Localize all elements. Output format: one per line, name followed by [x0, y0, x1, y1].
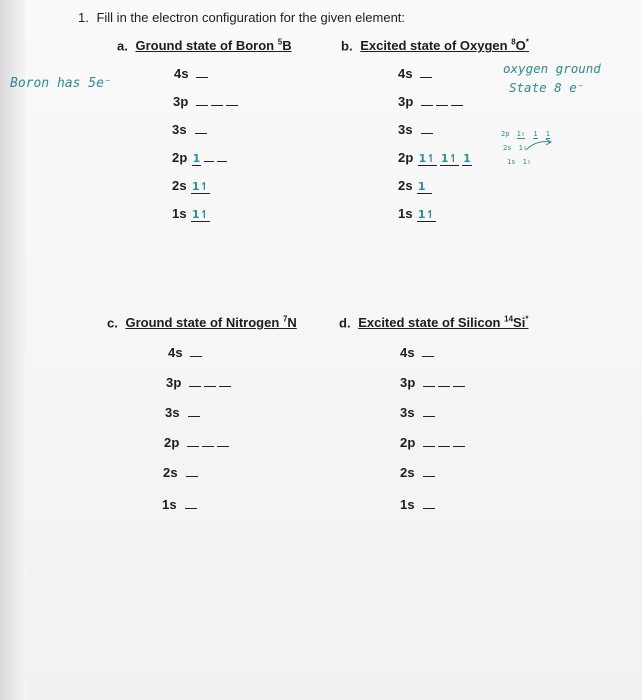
mini-diagram-2s [503, 144, 527, 152]
part-a-symbol: B [282, 38, 292, 54]
level-label: 3p [173, 94, 189, 109]
part-b-mass-number: 8 [511, 38, 516, 47]
level-label: 2p [172, 150, 188, 165]
part-b-2p [398, 150, 472, 166]
level-label: 1s [162, 497, 177, 512]
level-label: 2p [164, 435, 180, 450]
part-b-1s [398, 206, 436, 222]
part-b-2p-orbital-2: 1↿ [440, 152, 459, 165]
part-d-heading [358, 315, 528, 330]
part-c-1s [162, 497, 197, 512]
part-d-letter: d. [339, 315, 351, 331]
part-c-symbol: N [287, 315, 297, 331]
mini-2s-label: 2s [503, 144, 512, 152]
part-a-2s-orbital: 1↿ [191, 180, 210, 193]
part-a-2p-orbital-1: 1 [192, 152, 201, 165]
part-b-heading-text: Excited state of Oxygen [360, 38, 508, 54]
arrow-icon [524, 136, 554, 156]
level-label: 1s [398, 206, 413, 221]
part-c-3s [165, 405, 200, 420]
part-b-1s-orbital: 1↿ [417, 208, 436, 221]
question-number: 1. [78, 10, 89, 25]
part-a-1s-orbital: 1↿ [191, 208, 210, 221]
level-label: 2s [163, 465, 178, 480]
part-d-symbol: Si [513, 315, 526, 331]
part-a-mass-number: 5 [277, 38, 283, 47]
part-b-3s [398, 122, 433, 137]
level-label: 2p [400, 435, 416, 450]
mini-1s-label: 1s [507, 158, 516, 166]
part-c-title [107, 315, 297, 330]
page-edge-shadow [0, 0, 26, 700]
part-a-4s [174, 66, 208, 81]
level-label: 4s [174, 66, 189, 81]
part-c-heading-text: Ground state of Nitrogen [125, 315, 280, 331]
oxygen-note-line1: oxygen ground [503, 61, 601, 76]
level-label: 2p [398, 150, 414, 165]
part-a-heading-text: Ground state of Boron [135, 38, 275, 54]
part-b-letter: b. [341, 38, 353, 54]
level-label: 3s [172, 122, 187, 137]
level-label: 2s [172, 178, 187, 193]
part-c-letter: c. [107, 315, 118, 331]
part-c-2p [164, 435, 229, 450]
level-label: 4s [400, 345, 415, 360]
level-label: 3p [166, 375, 182, 390]
level-label: 3p [398, 94, 414, 109]
level-label: 1s [400, 497, 415, 512]
part-b-2s-orbital: 1 [417, 181, 432, 194]
level-label: 3p [400, 375, 416, 390]
mini-2p-orbital-1: 1↿ [516, 130, 526, 138]
part-b-title [341, 38, 529, 53]
part-a-2p [172, 150, 227, 166]
part-a-letter: a. [117, 38, 128, 54]
part-a-3p [173, 94, 238, 109]
part-d-1s [400, 497, 435, 512]
question-text: Fill in the electron configuration for the given element: [96, 10, 406, 25]
level-label: 4s [168, 345, 183, 360]
part-a-3s [172, 122, 207, 137]
part-d-2s [400, 465, 435, 480]
part-d-3p [400, 375, 465, 390]
part-d-3s [400, 405, 435, 420]
level-label: 2s [400, 465, 415, 480]
part-d-4s [400, 345, 434, 360]
part-c-4s [168, 345, 202, 360]
oxygen-note-line2: State 8 e⁻ [509, 80, 585, 95]
boron-note: Boron has 5e⁻ [10, 76, 112, 91]
part-a-2s [172, 178, 210, 194]
part-a-title [117, 38, 292, 53]
part-c-2s [163, 465, 198, 480]
level-label: 3s [165, 405, 180, 420]
mini-2p-orbital-3: 1 [545, 130, 550, 138]
part-b-2p-orbital-1: 1↿ [418, 152, 436, 165]
mini-2s-orbital: 1↿ [518, 144, 528, 152]
blank [195, 122, 207, 134]
part-b-heading [360, 38, 529, 53]
part-d-title [339, 315, 528, 330]
part-c-heading [125, 315, 296, 330]
part-d-mass-number: 14 [504, 315, 514, 324]
mini-2p-label: 2p [501, 130, 510, 138]
level-label: 3s [398, 122, 413, 137]
level-label: 4s [398, 66, 413, 81]
question-header [78, 10, 405, 25]
part-b-symbol: O [515, 38, 526, 54]
part-a-heading [135, 38, 291, 53]
level-label: 2s [398, 178, 413, 193]
part-c-3p [166, 375, 231, 390]
part-b-3p [398, 94, 463, 109]
mini-diagram-1s [507, 158, 531, 166]
part-b-excited-mark: * [525, 38, 529, 47]
blank [196, 66, 208, 78]
part-c-mass-number: 7 [282, 315, 288, 324]
level-label: 3s [400, 405, 415, 420]
level-label: 1s [172, 206, 187, 221]
part-a-1s [172, 206, 210, 222]
part-d-excited-mark: * [525, 315, 529, 324]
part-d-heading-text: Excited state of Silicon [358, 315, 501, 331]
mini-1s-orbital: 1↿ [522, 158, 532, 166]
part-b-4s [398, 66, 432, 81]
part-b-2p-orbital-3: 1 [463, 152, 471, 165]
mini-2p-orbital-2: 1 [533, 130, 538, 138]
part-d-2p [400, 435, 465, 450]
part-b-2s [398, 178, 432, 194]
